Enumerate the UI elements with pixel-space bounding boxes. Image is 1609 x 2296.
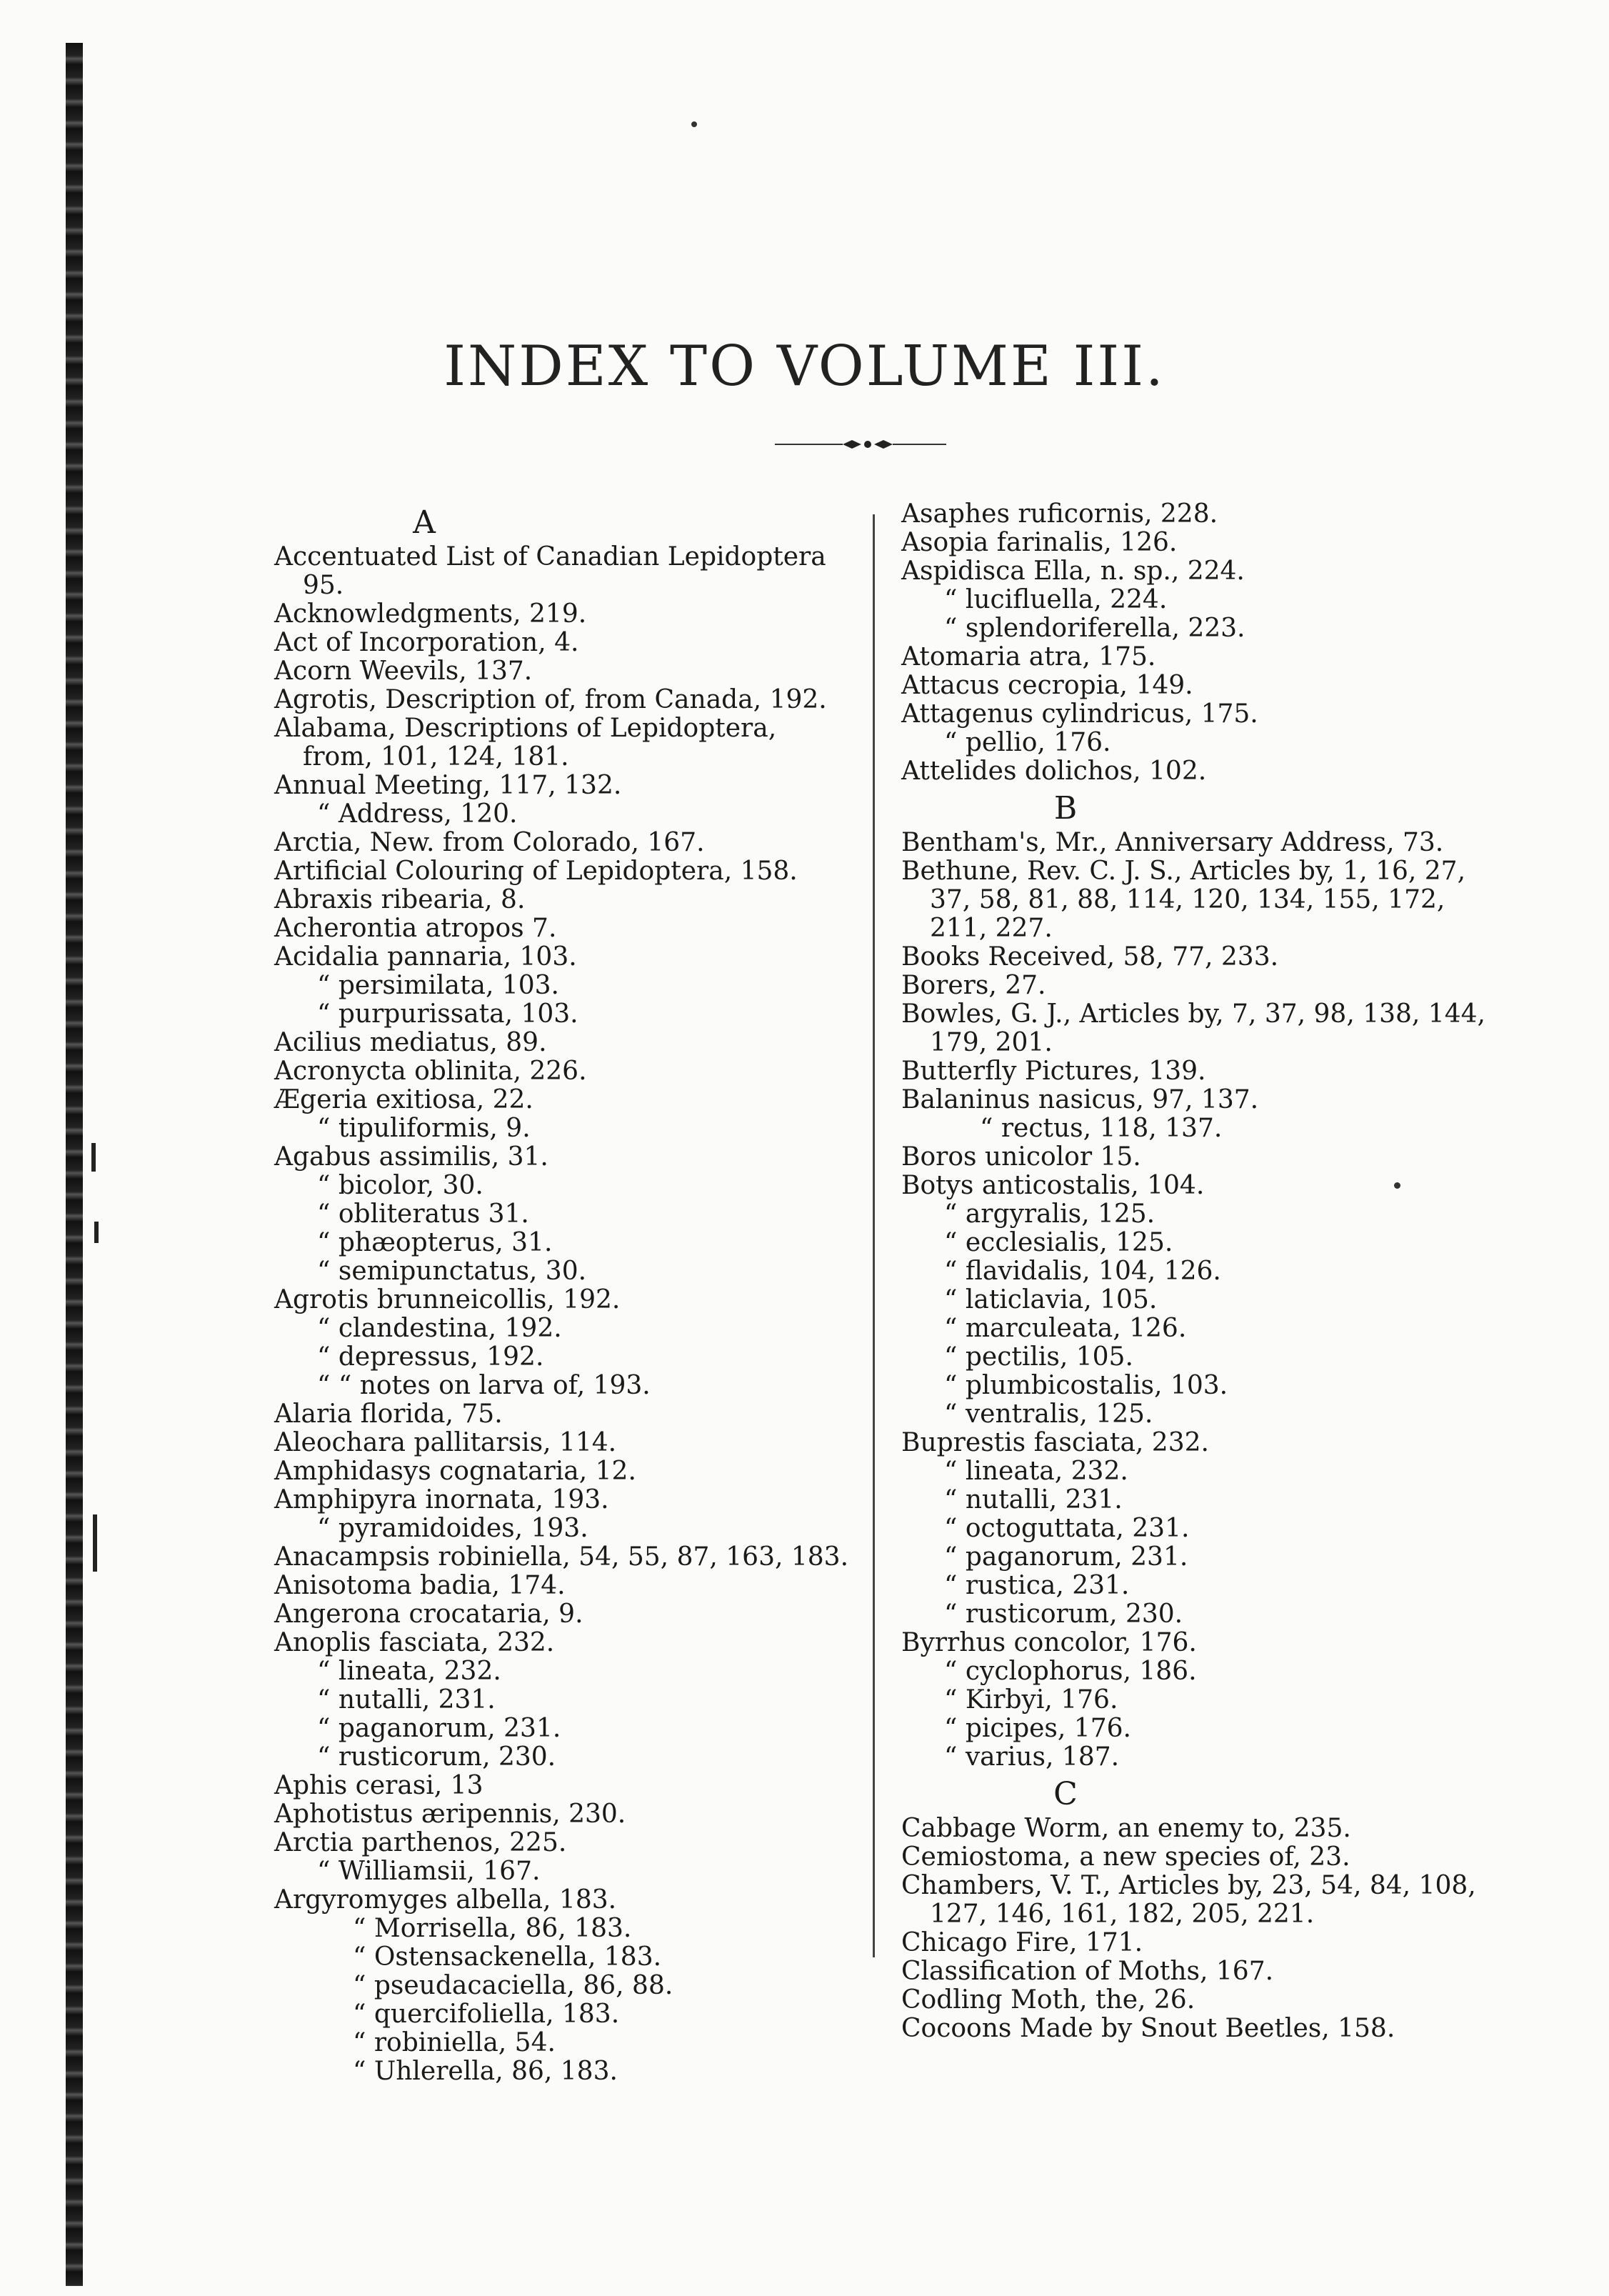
- index-entry: “ lineata, 232.: [944, 1457, 1128, 1486]
- index-entry: Cabbage Worm, an enemy to, 235.: [901, 1814, 1351, 1843]
- index-entry: Attagenus cylindricus, 175.: [901, 699, 1258, 729]
- index-entry: Ægeria exitiosa, 22.: [274, 1085, 533, 1114]
- index-entry: Acilius mediatus, 89.: [274, 1028, 547, 1057]
- index-entries-c: [901, 1815, 1494, 2043]
- index-entry: “ rusticorum, 230.: [317, 1742, 556, 1772]
- binding-shadow-marks: [91, 1143, 101, 1643]
- index-entry: Argyromyges albella, 183.: [274, 1885, 617, 1915]
- index-entry: Acidalia pannaria, 103.: [274, 942, 577, 972]
- index-entry: Attelides dolichos, 102.: [901, 757, 1207, 786]
- index-column-right: [901, 500, 1494, 2043]
- index-entry: “ purpurissata, 103.: [317, 999, 578, 1029]
- index-entry: “ clandestina, 192.: [317, 1314, 562, 1343]
- index-entry: “ “ notes on larva of, 193.: [317, 1371, 651, 1400]
- index-entry: “ paganorum, 231.: [944, 1542, 1188, 1572]
- index-entry: “ nutalli, 231.: [944, 1485, 1123, 1514]
- index-entry: Atomaria atra, 175.: [901, 642, 1156, 672]
- index-entry: Butterfly Pictures, 139.: [901, 1057, 1206, 1086]
- index-entry: Amphidasys cognataria, 12.: [274, 1457, 636, 1486]
- index-entry: “ varius, 187.: [944, 1742, 1120, 1772]
- index-entry: Artificial Colouring of Lepidoptera, 158.: [274, 857, 798, 886]
- index-entries-a-continued: [901, 500, 1494, 786]
- index-entry: “ paganorum, 231.: [317, 1714, 561, 1743]
- index-entries-b: [901, 829, 1494, 1772]
- index-entry: Acronycta oblinita, 226.: [274, 1057, 587, 1086]
- index-entry: Agrotis brunneicollis, 192.: [274, 1285, 621, 1314]
- index-entry: “ quercifoliella, 183.: [353, 2000, 620, 2029]
- index-entry: Cocoons Made by Snout Beetles, 158.: [901, 2014, 1395, 2043]
- index-entry: “ Kirbyi, 176.: [944, 1685, 1118, 1714]
- index-entry: Annual Meeting, 117, 132.: [274, 771, 622, 800]
- page-title: INDEX TO VOLUME III.: [443, 334, 1166, 399]
- index-entry: Cemiostoma, a new species of, 23.: [901, 1842, 1350, 1872]
- index-entry: Bowles, G. J., Articles by, 7, 37, 98, 138, 144, 179, 201.: [901, 999, 1485, 1057]
- index-entry: “ flavidalis, 104, 126.: [944, 1257, 1221, 1286]
- index-entry: Arctia parthenos, 225.: [274, 1828, 567, 1857]
- index-entry: “ persimilata, 103.: [317, 971, 559, 1000]
- index-entry: Alaria florida, 75.: [274, 1399, 503, 1429]
- index-entry: Acknowledgments, 219.: [274, 599, 587, 629]
- index-entry: Borers, 27.: [901, 971, 1046, 1000]
- index-entry: Codling Moth, the, 26.: [901, 1985, 1196, 2015]
- index-entry: Asopia farinalis, 126.: [901, 528, 1178, 557]
- index-entry: Chicago Fire, 171.: [901, 1928, 1143, 1957]
- index-entry: “ tipuliformis, 9.: [317, 1114, 531, 1143]
- index-entry: “ octoguttata, 231.: [944, 1514, 1190, 1543]
- index-entry: Aleochara pallitarsis, 114.: [274, 1428, 617, 1457]
- index-entry: “ splendoriferella, 223.: [944, 614, 1245, 643]
- index-entry: “ plumbicostalis, 103.: [944, 1371, 1228, 1400]
- section-letter-a: A: [413, 504, 436, 541]
- section-letter-c: C: [1053, 1776, 1078, 1812]
- index-entry: “ semipunctatus, 30.: [317, 1257, 587, 1286]
- index-entry: “ robiniella, 54.: [353, 2028, 556, 2057]
- index-entry: Acorn Weevils, 137.: [274, 657, 533, 686]
- index-entry: “ depressus, 192.: [317, 1342, 544, 1372]
- ink-speck: [691, 121, 697, 127]
- index-entry: “ picipes, 176.: [944, 1714, 1131, 1743]
- index-entry: “ ventralis, 125.: [944, 1399, 1153, 1429]
- index-entry: Anacampsis robiniella, 54, 55, 87, 163, 183.: [274, 1542, 849, 1572]
- index-entry: “ pectilis, 105.: [944, 1342, 1133, 1372]
- index-entry: Chambers, V. T., Articles by, 23, 54, 84, 108, 127, 146, 161, 182, 205, 221.: [901, 1871, 1476, 1929]
- index-entry: Anisotoma badia, 174.: [274, 1571, 566, 1600]
- index-entry: Classification of Moths, 167.: [901, 1957, 1274, 1986]
- index-entry: Aphotistus æripennis, 230.: [274, 1800, 626, 1829]
- index-entry: “ rectus, 118, 137.: [980, 1114, 1223, 1143]
- index-entry: “ nutalli, 231.: [317, 1685, 496, 1714]
- index-entry: “ Address, 120.: [317, 799, 518, 829]
- index-entry: Anoplis fasciata, 232.: [274, 1628, 555, 1657]
- index-entry: Boros unicolor 15.: [901, 1142, 1141, 1172]
- index-entry: Acherontia atropos 7.: [274, 914, 557, 943]
- index-entry: “ phæopterus, 31.: [317, 1228, 553, 1257]
- index-entry: Balaninus nasicus, 97, 137.: [901, 1085, 1259, 1114]
- index-entry: “ ecclesialis, 125.: [944, 1228, 1173, 1257]
- index-entry: “ obliteratus 31.: [317, 1199, 529, 1229]
- index-entry: Books Received, 58, 77, 233.: [901, 942, 1279, 972]
- index-entry: Bethune, Rev. C. J. S., Articles by, 1, 16, 27, 37, 58, 81, 88, 114, 120, 134, 155, 172, 211, 227.: [901, 857, 1466, 943]
- index-entry: “ Williamsii, 167.: [317, 1857, 541, 1886]
- index-entry: “ pyramidoides, 193.: [317, 1514, 588, 1543]
- index-entry: Alabama, Descriptions of Lepidoptera, from, 101, 124, 181.: [274, 714, 777, 772]
- index-entry: Abraxis ribearia, 8.: [274, 885, 526, 914]
- index-entry: “ lucifluella, 224.: [944, 585, 1168, 614]
- section-letter-b: B: [1053, 790, 1078, 827]
- index-entry: “ Uhlerella, 86, 183.: [353, 2057, 618, 2086]
- index-entry: “ rusticorum, 230.: [944, 1599, 1183, 1629]
- index-entry: Asaphes ruficornis, 228.: [901, 499, 1218, 529]
- index-entry: “ cyclophorus, 186.: [944, 1657, 1197, 1686]
- title-ornament: [775, 437, 946, 451]
- index-entry: “ marculeata, 126.: [944, 1314, 1187, 1343]
- index-entry: Act of Incorporation, 4.: [274, 628, 579, 657]
- index-entry: “ laticlavia, 105.: [944, 1285, 1158, 1314]
- index-entry: “ rustica, 231.: [944, 1571, 1130, 1600]
- index-entry: “ pellio, 176.: [944, 728, 1111, 757]
- index-entry: “ lineata, 232.: [317, 1657, 501, 1686]
- index-entry: Byrrhus concolor, 176.: [901, 1628, 1197, 1657]
- index-entry: Agrotis, Description of, from Canada, 192.: [274, 685, 827, 714]
- column-divider: [873, 514, 875, 1957]
- index-entry: “ argyralis, 125.: [944, 1199, 1156, 1229]
- index-entry: Arctia, New. from Colorado, 167.: [274, 828, 705, 857]
- index-entry: “ pseudacaciella, 86, 88.: [353, 1971, 673, 2000]
- index-entry: “ Morrisella, 86, 183.: [353, 1914, 632, 1943]
- index-entry: “ Ostensackenella, 183.: [353, 1942, 662, 1972]
- index-entries-a: [274, 542, 849, 2086]
- index-entry: Aspidisca Ella, n. sp., 224.: [901, 556, 1245, 586]
- index-entry: Accentuated List of Canadian Lepidoptera 95.: [274, 542, 826, 600]
- index-entry: Amphipyra inornata, 193.: [274, 1485, 609, 1514]
- index-entry: Bentham's, Mr., Anniversary Address, 73.: [901, 828, 1444, 857]
- index-entry: Botys anticostalis, 104.: [901, 1171, 1205, 1200]
- index-entry: “ bicolor, 30.: [317, 1171, 483, 1200]
- index-column-left: [274, 500, 849, 2086]
- index-entry: Aphis cerasi, 13: [274, 1771, 483, 1800]
- index-entry: Agabus assimilis, 31.: [274, 1142, 548, 1172]
- index-entry: Angerona crocataria, 9.: [274, 1599, 583, 1629]
- index-entry: Attacus cecropia, 149.: [901, 671, 1193, 700]
- index-entry: Buprestis fasciata, 232.: [901, 1428, 1209, 1457]
